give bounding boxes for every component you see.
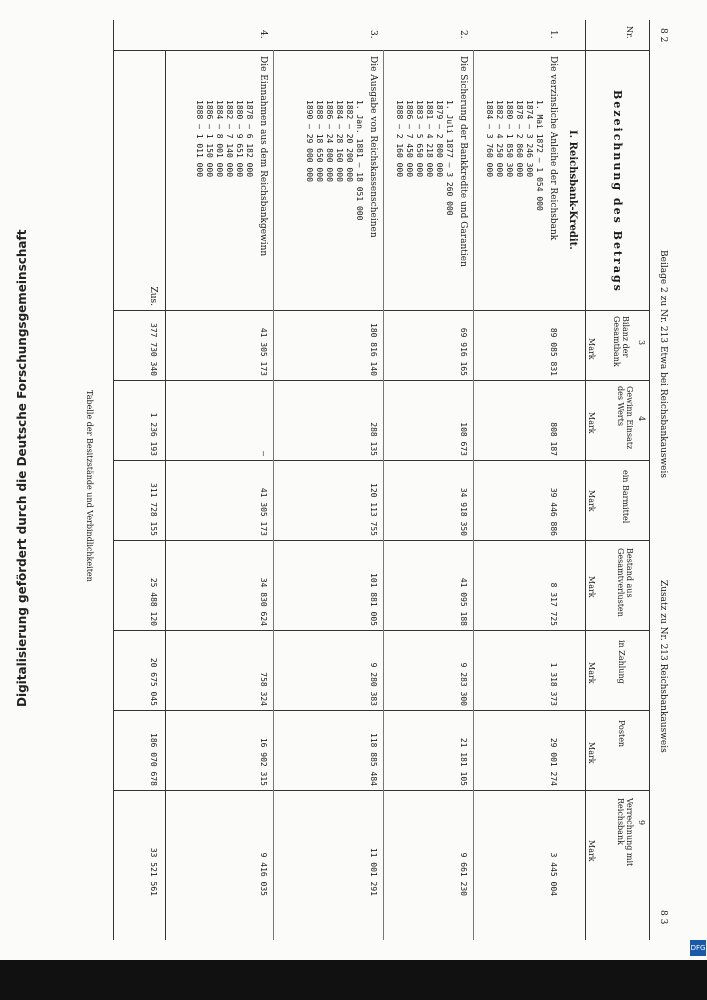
row-2-item: 1. Juli 1877 — 3 260 000 bbox=[444, 100, 454, 216]
row-4-c9: 9 416 035 bbox=[258, 852, 268, 896]
row-2-item: 1888 — 2 160 000 bbox=[394, 100, 404, 178]
row-4-item: 1884 — 8 001 000 bbox=[214, 100, 224, 178]
row-2-item: 1886 — 7 450 000 bbox=[404, 100, 414, 178]
total-c4: 1 236 193 bbox=[148, 412, 158, 456]
row-2-c6: 41 095 188 bbox=[458, 577, 468, 626]
running-head-left: Beilage 2 zu Nr. 213 Etwa bei Reichsbankausweis bbox=[657, 250, 668, 479]
black-footer-bar bbox=[0, 960, 707, 1000]
row-4-c4: — bbox=[258, 451, 268, 456]
row-3-c4: 288 135 bbox=[368, 422, 378, 456]
unit-c7: Mark bbox=[586, 662, 596, 684]
col-divider bbox=[114, 380, 650, 381]
header-c4: Gewinn Einsatz des Werts bbox=[615, 386, 634, 450]
row-1-item: 1874 — 3 246 300 bbox=[524, 100, 534, 178]
row-1-c7: 1 318 373 bbox=[548, 662, 558, 706]
row-2-item: 1879 — 2 800 000 bbox=[434, 100, 444, 178]
row-4-c3: 41 305 173 bbox=[258, 327, 268, 376]
row-3-c6: 101 881 005 bbox=[368, 573, 378, 626]
row-3-item: 1882 — 20 200 000 bbox=[344, 100, 354, 182]
header-c3: Bilanz der Gesamtbank bbox=[611, 316, 630, 367]
unit-c4: Mark bbox=[586, 412, 596, 434]
header-c9: Verrechnung mit Reichsbank bbox=[615, 798, 634, 867]
row-3-item: 1884 — 28 160 000 bbox=[334, 100, 344, 182]
unit-c5: Mark bbox=[586, 490, 596, 512]
unit-c8: Mark bbox=[586, 742, 596, 764]
col-divider bbox=[114, 50, 650, 51]
row-3-c9: 11 001 291 bbox=[368, 847, 378, 896]
row-2-c8: 21 181 105 bbox=[458, 737, 468, 786]
row-1-c4: 808 187 bbox=[548, 422, 558, 456]
row-3-item: 1890 — 29 000 000 bbox=[304, 100, 314, 182]
row-3-c8: 118 885 484 bbox=[368, 733, 378, 786]
row-4-item: 1880 — 9 651 000 bbox=[234, 100, 244, 178]
col-divider bbox=[114, 630, 650, 631]
row-1-label: Die verzinsliche Anleihe der Reichsbank bbox=[547, 56, 558, 241]
header-label: Bezeichnung des Betrags bbox=[610, 90, 624, 293]
col-divider bbox=[114, 790, 650, 791]
total-c9: 33 521 561 bbox=[148, 847, 158, 896]
row-divider bbox=[273, 50, 274, 940]
row-divider bbox=[383, 50, 384, 940]
row-4-c5: 41 305 173 bbox=[258, 487, 268, 536]
row-2-c5: 34 918 350 bbox=[458, 487, 468, 536]
col-divider bbox=[114, 540, 650, 541]
row-1-c3: 89 085 831 bbox=[548, 327, 558, 376]
row-1-c8: 29 001 274 bbox=[548, 737, 558, 786]
unit-c9: Mark bbox=[586, 840, 596, 862]
row-3-c3: 180 816 140 bbox=[368, 323, 378, 376]
header-c6: Bestand aus Gesamtverlusten bbox=[615, 548, 634, 617]
row-2-item: 1883 — 5 650 000 bbox=[414, 100, 424, 178]
dfg-logo: DFG bbox=[690, 940, 706, 956]
row-2-c7: 9 283 300 bbox=[458, 662, 468, 706]
row-4-item: 1878 — 6 182 000 bbox=[244, 100, 254, 178]
unit-c6: Mark bbox=[586, 576, 596, 598]
row-1-c9: 3 445 004 bbox=[548, 852, 558, 896]
rotated-table-sheet bbox=[34, 20, 674, 940]
section-title: I. Reichsbank-Kredit. bbox=[566, 130, 578, 250]
table-top-rule bbox=[649, 20, 650, 940]
row-4-nr: 4. bbox=[257, 30, 268, 39]
row-4-c6: 34 830 624 bbox=[258, 577, 268, 626]
row-2-c4: 108 673 bbox=[458, 422, 468, 456]
row-1-item: 1884 — 3 760 000 bbox=[484, 100, 494, 178]
row-1-item: 1880 — 1 850 300 bbox=[504, 100, 514, 178]
col-divider bbox=[114, 710, 650, 711]
row-divider bbox=[473, 50, 474, 940]
total-c5: 311 728 155 bbox=[148, 483, 158, 536]
row-3-label: Die Ausgabe von Reichskassenscheinen bbox=[367, 56, 378, 238]
row-2-nr: 2. bbox=[457, 30, 468, 39]
header-c8: Posten bbox=[616, 720, 626, 748]
header-c9-number: 9 bbox=[636, 820, 646, 826]
row-2-c9: 9 661 230 bbox=[458, 852, 468, 896]
row-1-nr: 1. bbox=[547, 30, 558, 39]
header-c3-number: 3 bbox=[636, 340, 646, 346]
row-1-item: 1. Mai 1872 — 1 054 000 bbox=[534, 100, 544, 211]
funding-banner: Digitalisierung gefördert durch die Deutsche Forschungsgemeinschaft bbox=[15, 229, 29, 707]
unit-c3: Mark bbox=[586, 338, 596, 360]
col-divider bbox=[114, 460, 650, 461]
total-rule bbox=[165, 50, 166, 940]
header-c5: ein Barmittel bbox=[620, 470, 630, 524]
row-4-c7: 758 324 bbox=[258, 672, 268, 706]
row-4-item: 1886 — 1 150 000 bbox=[204, 100, 214, 178]
row-3-item: 1. Jan. 1881 — 18 051 000 bbox=[354, 100, 364, 221]
col-divider bbox=[114, 310, 650, 311]
header-bottom-rule bbox=[585, 20, 586, 940]
left-page-number: 8 2 bbox=[657, 28, 668, 43]
row-4-item: 1888 — 1 011 000 bbox=[194, 100, 204, 178]
total-c7: 20 675 045 bbox=[148, 657, 158, 706]
row-3-item: 1886 — 24 800 000 bbox=[324, 100, 334, 182]
row-3-c7: 9 280 383 bbox=[368, 662, 378, 706]
row-3-nr: 3. bbox=[367, 30, 378, 39]
row-1-item: 1882 — 4 250 000 bbox=[494, 100, 504, 178]
row-2-item: 1881 — 4 218 000 bbox=[424, 100, 434, 178]
row-3-item: 1888 — 18 650 000 bbox=[314, 100, 324, 182]
row-4-c8: 16 902 315 bbox=[258, 737, 268, 786]
total-c6: 25 488 120 bbox=[148, 577, 158, 626]
footer-note: Tabelle der Besitzstände und Verbindlichkeiten bbox=[84, 390, 94, 582]
row-4-item: 1882 — 7 140 000 bbox=[224, 100, 234, 178]
row-3-c5: 120 113 755 bbox=[368, 483, 378, 536]
row-1-c6: 8 317 725 bbox=[548, 582, 558, 626]
running-head-right: Zusatz zu Nr. 213 Reichsbankausweis bbox=[657, 580, 668, 753]
row-1-c5: 39 446 886 bbox=[548, 487, 558, 536]
row-4-label: Die Einnahmen aus dem Reichsbankgewinn bbox=[257, 56, 268, 257]
total-c3: 377 730 340 bbox=[148, 323, 158, 376]
row-1-item: 1878 — 2 860 000 bbox=[514, 100, 524, 178]
total-c8: 186 070 678 bbox=[148, 733, 158, 786]
header-c4-number: 4 bbox=[636, 416, 646, 422]
total-label: Zus. bbox=[147, 286, 158, 306]
right-page-number: 8 3 bbox=[657, 910, 668, 925]
table-bottom-rule bbox=[113, 20, 114, 940]
header-c7: in Zahlung bbox=[616, 640, 626, 684]
header-nr: Nr. bbox=[624, 26, 634, 39]
row-2-label: Die Sicherung der Bankkredite und Garantien bbox=[457, 56, 468, 267]
row-2-c3: 69 916 165 bbox=[458, 327, 468, 376]
